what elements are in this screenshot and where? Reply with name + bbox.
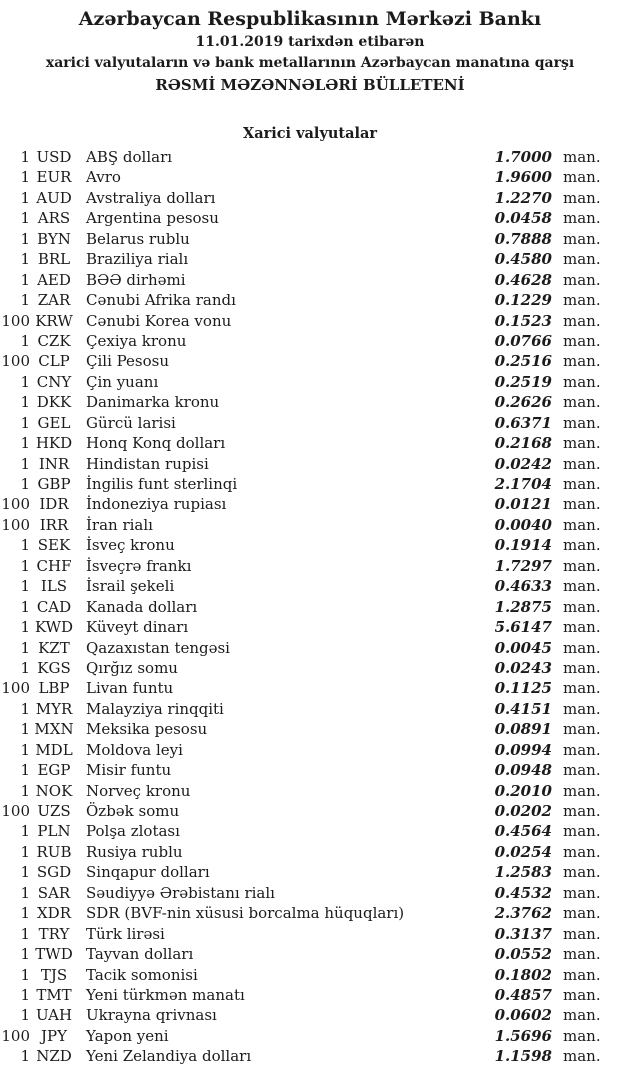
currency-name-cell: İndoneziya rupiası: [86, 495, 227, 514]
rate-value-cell: 0.0045: [494, 638, 552, 657]
currency-code-cell: CAD: [36, 597, 72, 616]
quantity-cell: 1: [20, 188, 30, 207]
rate-value-cell: 0.4151: [494, 699, 552, 718]
currency-code-cell: MYR: [35, 699, 73, 718]
unit-label-cell: man.: [563, 985, 601, 1004]
rate-value-cell: 0.0202: [494, 802, 552, 820]
currency-name-cell: İsrail şekeli: [86, 577, 175, 596]
rate-value-cell: 0.0242: [494, 454, 552, 473]
currency-name-cell: ABŞ dolları: [86, 148, 173, 166]
quantity-cell: 1: [20, 148, 30, 166]
bulletin-title: RƏSMİ MƏZƏNNƏLƏRİ BÜLLETENİ: [155, 76, 465, 94]
unit-label-cell: man.: [563, 802, 601, 820]
rate-value-cell: 0.4633: [494, 577, 552, 596]
currency-name-cell: Sinqapur dolları: [86, 863, 210, 882]
currency-code-cell: UAH: [35, 1006, 73, 1025]
unit-label-cell: man.: [563, 781, 601, 800]
unit-label-cell: man.: [563, 475, 601, 493]
unit-label-cell: man.: [563, 148, 601, 166]
rate-row: [0, 985, 620, 1005]
unit-label-cell: man.: [563, 658, 601, 677]
rate-value-cell: 0.3137: [494, 924, 552, 943]
rate-value-cell: 1.7000: [494, 148, 552, 166]
rate-row: [0, 147, 620, 167]
quantity-cell: 1: [20, 781, 30, 800]
currency-name-cell: Avstraliya dolları: [86, 188, 216, 207]
quantity-cell: 1: [20, 597, 30, 616]
rate-row: [0, 1026, 620, 1046]
unit-label-cell: man.: [563, 720, 601, 739]
currency-name-cell: Cənubi Korea vonu: [86, 311, 232, 330]
unit-label-cell: man.: [563, 331, 601, 350]
rate-value-cell: 2.1704: [494, 475, 552, 493]
rate-value-cell: 0.0458: [494, 209, 552, 228]
rate-row: [0, 617, 620, 637]
rate-value-cell: 0.1802: [494, 965, 552, 984]
unit-label-cell: man.: [563, 1047, 601, 1066]
rate-row: [0, 719, 620, 739]
rate-row: [0, 413, 620, 433]
quantity-cell: 100: [1, 1026, 30, 1045]
rate-value-cell: 0.1229: [494, 291, 552, 310]
currency-name-cell: Ukrayna qrivnası: [86, 1006, 217, 1025]
currency-name-cell: Qazaxıstan tengəsi: [86, 638, 230, 657]
rate-row: [0, 229, 620, 249]
rate-value-cell: 0.0948: [494, 761, 552, 780]
currency-code-cell: LBP: [38, 679, 70, 698]
rate-row: [0, 576, 620, 596]
currency-code-cell: DKK: [36, 393, 72, 412]
currency-name-cell: Meksika pesosu: [86, 720, 208, 739]
rate-row: [0, 781, 620, 801]
currency-code-cell: TMT: [36, 985, 72, 1004]
unit-label-cell: man.: [563, 229, 601, 248]
rate-value-cell: 0.2516: [494, 352, 552, 371]
currency-code-cell: EUR: [36, 168, 72, 187]
unit-label-cell: man.: [563, 454, 601, 473]
rate-value-cell: 1.2583: [494, 863, 552, 882]
rate-row: [0, 249, 620, 269]
rate-row: [0, 331, 620, 351]
currency-name-cell: İsveç kronu: [86, 536, 175, 555]
rate-value-cell: 0.0766: [494, 331, 552, 350]
quantity-cell: 1: [20, 842, 30, 861]
rate-row: [0, 965, 620, 985]
currency-code-cell: HKD: [35, 434, 73, 453]
currency-code-cell: SEK: [37, 536, 71, 555]
currency-name-cell: Malayziya rinqqiti: [86, 699, 224, 718]
currency-name-cell: Yeni türkmən manatı: [86, 985, 245, 1004]
quantity-cell: 1: [20, 209, 30, 228]
rate-row: [0, 188, 620, 208]
currency-code-cell: KWD: [34, 618, 74, 637]
document-header: [0, 0, 620, 96]
currency-name-cell: Rusiya rublu: [86, 842, 183, 861]
quantity-cell: 1: [20, 1006, 30, 1025]
rate-value-cell: 0.2519: [494, 372, 552, 391]
quantity-cell: 1: [20, 556, 30, 575]
currency-code-cell: MDL: [35, 740, 73, 759]
rate-value-cell: 0.1523: [494, 311, 552, 330]
currency-name-cell: İngilis funt sterlinqi: [86, 475, 238, 493]
unit-label-cell: man.: [563, 495, 601, 514]
quantity-cell: 1: [20, 229, 30, 248]
rate-value-cell: 1.7297: [494, 556, 552, 575]
currency-code-cell: AED: [37, 270, 71, 289]
unit-label-cell: man.: [563, 618, 601, 637]
unit-label-cell: man.: [563, 188, 601, 207]
rate-value-cell: 1.5696: [494, 1026, 552, 1045]
rate-row: [0, 494, 620, 514]
currency-name-cell: Yeni Zelandiya dolları: [86, 1047, 252, 1066]
unit-label-cell: man.: [563, 740, 601, 759]
rate-value-cell: 0.0602: [494, 1006, 552, 1025]
unit-label-cell: man.: [563, 842, 601, 861]
rate-value-cell: 0.4628: [494, 270, 552, 289]
rate-row: [0, 638, 620, 658]
rate-value-cell: 0.2168: [494, 434, 552, 453]
unit-label-cell: man.: [563, 413, 601, 432]
rate-row: [0, 392, 620, 412]
rate-row: [0, 678, 620, 698]
quantity-cell: 1: [20, 985, 30, 1004]
rate-value-cell: 0.0121: [494, 495, 552, 514]
currency-name-cell: Tacik somonisi: [86, 965, 198, 984]
currency-name-cell: Qırğız somu: [86, 658, 178, 677]
unit-label-cell: man.: [563, 597, 601, 616]
currency-code-cell: TWD: [35, 945, 73, 964]
rate-row: [0, 311, 620, 331]
quantity-cell: 1: [20, 454, 30, 473]
rate-value-cell: 0.4532: [494, 883, 552, 902]
quantity-cell: 1: [20, 720, 30, 739]
quantity-cell: 100: [1, 515, 30, 534]
quantity-cell: 100: [1, 802, 30, 820]
rate-value-cell: 1.9600: [494, 168, 552, 187]
quantity-cell: 1: [20, 863, 30, 882]
rate-value-cell: 1.2875: [494, 597, 552, 616]
rate-row: [0, 658, 620, 678]
quantity-cell: 1: [20, 250, 30, 269]
currency-name-cell: Yapon yeni: [86, 1026, 169, 1045]
currency-code-cell: TRY: [38, 924, 70, 943]
unit-label-cell: man.: [563, 761, 601, 780]
quantity-cell: 1: [20, 331, 30, 350]
rate-value-cell: 0.4580: [494, 250, 552, 269]
section-title-foreign-currencies: Xarici valyutalar: [242, 125, 378, 142]
rate-row: [0, 760, 620, 780]
currency-code-cell: JPY: [40, 1026, 67, 1045]
quantity-cell: 1: [20, 658, 30, 677]
quantity-cell: 1: [20, 904, 30, 923]
rate-row: [0, 535, 620, 555]
rate-value-cell: 0.1125: [494, 679, 552, 698]
currency-code-cell: XDR: [37, 904, 71, 923]
currency-code-cell: IDR: [39, 495, 69, 514]
quantity-cell: 1: [20, 577, 30, 596]
currency-code-cell: ZAR: [37, 291, 71, 310]
rate-row: [0, 924, 620, 944]
quantity-cell: 1: [20, 536, 30, 555]
quantity-cell: 1: [20, 638, 30, 657]
quantity-cell: 1: [20, 761, 30, 780]
currency-code-cell: SAR: [37, 883, 71, 902]
unit-label-cell: man.: [563, 168, 601, 187]
rate-value-cell: 0.0552: [494, 945, 552, 964]
rate-value-cell: 0.0040: [494, 515, 552, 534]
currency-name-cell: Argentina pesosu: [86, 209, 219, 228]
currency-code-cell: GBP: [37, 475, 71, 493]
currency-name-cell: Çili Pesosu: [86, 352, 170, 371]
rate-row: [0, 883, 620, 903]
rate-row: [0, 167, 620, 187]
unit-label-cell: man.: [563, 515, 601, 534]
unit-label-cell: man.: [563, 945, 601, 964]
unit-label-cell: man.: [563, 638, 601, 657]
rate-value-cell: 0.7888: [494, 229, 552, 248]
rate-row: [0, 801, 620, 821]
rate-row: [0, 433, 620, 453]
unit-label-cell: man.: [563, 1006, 601, 1025]
currency-code-cell: CHF: [36, 556, 72, 575]
rate-value-cell: 0.4564: [494, 822, 552, 841]
currency-name-cell: Braziliya rialı: [86, 250, 189, 269]
rate-row: [0, 597, 620, 617]
unit-label-cell: man.: [563, 393, 601, 412]
unit-label-cell: man.: [563, 352, 601, 371]
currency-name-cell: SDR (BVF-nin xüsusi borcalma hüquqları): [86, 904, 405, 923]
rate-row: [0, 740, 620, 760]
quantity-cell: 1: [20, 413, 30, 432]
rate-value-cell: 1.1598: [494, 1047, 552, 1066]
currency-code-cell: ARS: [37, 209, 71, 228]
rate-value-cell: 0.2010: [494, 781, 552, 800]
unit-label-cell: man.: [563, 822, 601, 841]
quantity-cell: 1: [20, 372, 30, 391]
rate-row: [0, 474, 620, 494]
unit-label-cell: man.: [563, 699, 601, 718]
unit-label-cell: man.: [563, 291, 601, 310]
rate-value-cell: 2.3762: [494, 904, 552, 923]
rate-row: [0, 556, 620, 576]
currency-name-cell: Misir funtu: [86, 761, 172, 780]
currency-code-cell: UZS: [37, 802, 71, 820]
currency-name-cell: Livan funtu: [86, 679, 174, 698]
unit-label-cell: man.: [563, 556, 601, 575]
currency-name-cell: Avro: [86, 168, 121, 187]
rate-value-cell: 0.0994: [494, 740, 552, 759]
unit-label-cell: man.: [563, 270, 601, 289]
currency-name-cell: Çin yuanı: [86, 372, 159, 391]
currency-code-cell: EGP: [37, 761, 71, 780]
unit-label-cell: man.: [563, 577, 601, 596]
quantity-cell: 1: [20, 475, 30, 493]
unit-label-cell: man.: [563, 965, 601, 984]
rate-row: [0, 862, 620, 882]
unit-label-cell: man.: [563, 679, 601, 698]
rate-value-cell: 5.6147: [494, 618, 552, 637]
quantity-cell: 1: [20, 945, 30, 964]
quantity-cell: 1: [20, 822, 30, 841]
currency-name-cell: Danimarka kronu: [86, 393, 220, 412]
quantity-cell: 1: [20, 924, 30, 943]
rate-value-cell: 0.0891: [494, 720, 552, 739]
rate-value-cell: 0.1914: [494, 536, 552, 555]
unit-label-cell: man.: [563, 883, 601, 902]
rate-row: [0, 1046, 620, 1066]
rate-row: [0, 351, 620, 371]
rate-value-cell: 0.2626: [494, 393, 552, 412]
currency-code-cell: NOK: [35, 781, 73, 800]
rate-value-cell: 0.6371: [494, 413, 552, 432]
currency-name-cell: İran rialı: [86, 515, 153, 534]
quantity-cell: 1: [20, 168, 30, 187]
currency-code-cell: CLP: [38, 352, 70, 371]
currency-name-cell: İsveçrə frankı: [86, 556, 192, 575]
unit-label-cell: man.: [563, 904, 601, 923]
unit-label-cell: man.: [563, 536, 601, 555]
currency-name-cell: Moldova leyi: [86, 740, 183, 759]
quantity-cell: 100: [1, 679, 30, 698]
subject-line: xarici valyutaların və bank metallarının Azərbaycan manatına qarşı: [45, 55, 575, 71]
rate-row: [0, 515, 620, 535]
unit-label-cell: man.: [563, 1026, 601, 1045]
currency-name-cell: Çexiya kronu: [86, 331, 187, 350]
unit-label-cell: man.: [563, 209, 601, 228]
quantity-cell: 1: [20, 393, 30, 412]
currency-name-cell: Səudiyyə Ərəbistanı rialı: [86, 883, 275, 902]
quantity-cell: 100: [1, 311, 30, 330]
unit-label-cell: man.: [563, 311, 601, 330]
currency-name-cell: Belarus rublu: [86, 229, 190, 248]
quantity-cell: 1: [20, 883, 30, 902]
currency-code-cell: USD: [36, 148, 72, 166]
currency-code-cell: BRL: [37, 250, 71, 269]
currency-code-cell: INR: [38, 454, 70, 473]
quantity-cell: 1: [20, 1047, 30, 1066]
rate-value-cell: 0.0243: [494, 658, 552, 677]
quantity-cell: 1: [20, 434, 30, 453]
rate-row: [0, 903, 620, 923]
currency-code-cell: KRW: [35, 311, 73, 330]
unit-label-cell: man.: [563, 434, 601, 453]
currency-name-cell: Türk lirəsi: [86, 924, 165, 943]
unit-label-cell: man.: [563, 863, 601, 882]
effective-date-line: 11.01.2019 tarixdən etibarən: [195, 34, 425, 50]
currency-name-cell: Cənubi Afrika randı: [86, 291, 236, 310]
currency-name-cell: Küveyt dinarı: [86, 618, 189, 637]
bank-name-title: Azərbaycan Respublikasının Mərkəzi Bankı: [78, 8, 542, 30]
currency-code-cell: CNY: [36, 372, 72, 391]
currency-code-cell: KGS: [37, 658, 71, 677]
currency-code-cell: RUB: [36, 842, 72, 861]
quantity-cell: 1: [20, 740, 30, 759]
currency-name-cell: Norveç kronu: [86, 781, 191, 800]
rate-row: [0, 454, 620, 474]
currency-name-cell: Özbək somu: [86, 802, 180, 820]
rate-row: [0, 290, 620, 310]
rate-row: [0, 842, 620, 862]
rate-row: [0, 372, 620, 392]
currency-name-cell: Tayvan dolları: [86, 945, 194, 964]
rate-row: [0, 208, 620, 228]
rate-value-cell: 0.4857: [494, 985, 552, 1004]
quantity-cell: 1: [20, 291, 30, 310]
rate-row: [0, 1005, 620, 1025]
quantity-cell: 1: [20, 270, 30, 289]
currency-code-cell: BYN: [37, 229, 71, 248]
unit-label-cell: man.: [563, 372, 601, 391]
unit-label-cell: man.: [563, 924, 601, 943]
currency-code-cell: TJS: [40, 965, 68, 984]
currency-name-cell: Honq Konq dolları: [86, 434, 226, 453]
rate-row: [0, 270, 620, 290]
quantity-cell: 100: [1, 352, 30, 371]
currency-name-cell: Kanada dolları: [86, 597, 198, 616]
currency-code-cell: AUD: [36, 188, 72, 207]
currency-name-cell: BƏƏ dirhəmi: [86, 270, 186, 289]
rates-table: [0, 147, 620, 1067]
rate-value-cell: 0.0254: [494, 842, 552, 861]
currency-name-cell: Polşa zlotası: [86, 822, 180, 841]
currency-code-cell: IRR: [39, 515, 69, 534]
currency-code-cell: KZT: [38, 638, 70, 657]
currency-code-cell: PLN: [37, 822, 71, 841]
currency-code-cell: MXN: [34, 720, 74, 739]
rate-row: [0, 944, 620, 964]
currency-code-cell: GEL: [37, 413, 71, 432]
currency-code-cell: ILS: [40, 577, 68, 596]
unit-label-cell: man.: [563, 250, 601, 269]
quantity-cell: 1: [20, 965, 30, 984]
quantity-cell: 1: [20, 618, 30, 637]
rate-row: [0, 699, 620, 719]
rate-value-cell: 1.2270: [494, 188, 552, 207]
currency-name-cell: Gürcü larisi: [86, 413, 176, 432]
quantity-cell: 100: [1, 495, 30, 514]
rate-row: [0, 821, 620, 841]
currency-code-cell: CZK: [37, 331, 71, 350]
currency-name-cell: Hindistan rupisi: [86, 454, 209, 473]
currency-code-cell: SGD: [36, 863, 72, 882]
quantity-cell: 1: [20, 699, 30, 718]
currency-code-cell: NZD: [36, 1047, 72, 1066]
